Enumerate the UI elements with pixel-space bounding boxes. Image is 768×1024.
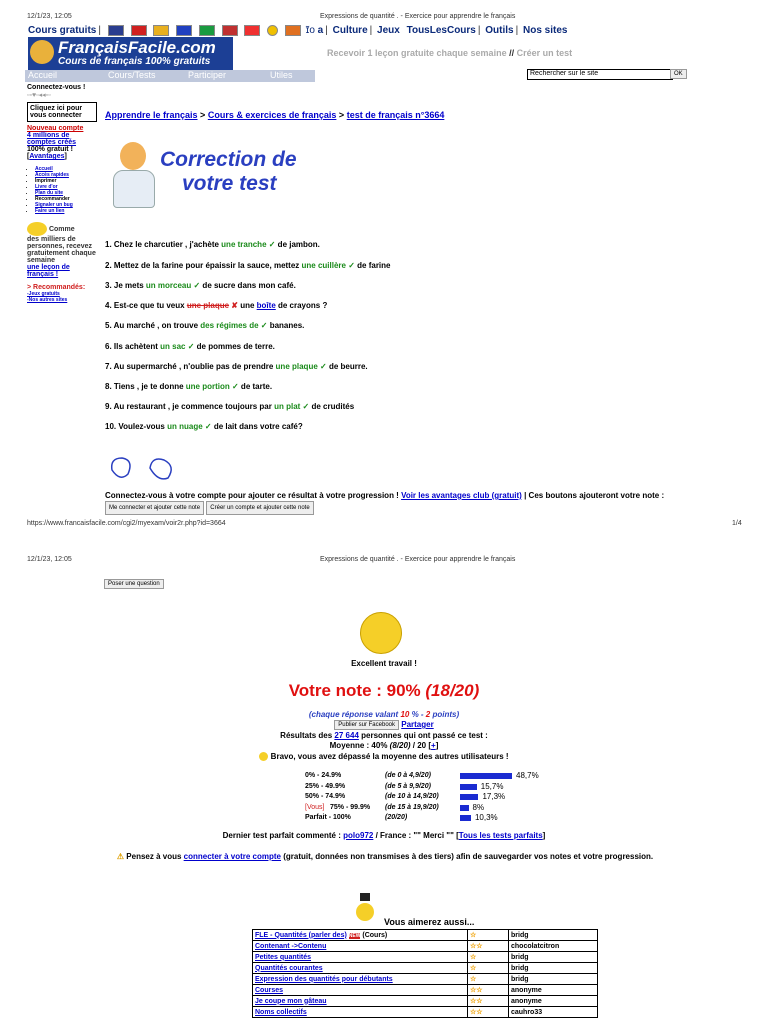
aimerez-heading: Vous aimerez aussi... [384,917,475,927]
flag-nl-icon[interactable] [222,25,238,36]
footer-page: 1/4 [732,520,742,527]
share-row [0,720,768,730]
stat-label: 48,7% [516,771,539,780]
flag-cat-icon[interactable] [285,25,301,36]
creer-test-link[interactable]: Créer un test [516,48,573,58]
search-ok-button[interactable]: OK [670,69,687,79]
stat-range: (20/20) [385,814,408,821]
flag-fr-icon[interactable] [176,25,192,36]
connect-button[interactable]: Cliquez ici pour vous connecter [27,102,97,122]
side-link-plan[interactable]: Plan du site [35,190,64,196]
stat-range: (de 0 à 4,9/20) [385,772,431,779]
warning-icon: ⚠ [116,852,125,861]
stat-category: 75% - 99.9% [330,803,371,811]
question-6: 6. Ils achètent un sac ✓ de pommes de terre. [105,342,275,351]
flag-es-icon[interactable] [153,25,169,36]
suggestion-row: Petites quantités ☆ bridg [253,952,598,963]
menu-cours[interactable]: Cours/Tests [108,70,156,80]
suggestion-link[interactable]: Petites quantités [255,953,312,961]
tous-parfaits-link[interactable]: Tous les tests parfaits [458,831,543,840]
breadcrumb-test[interactable]: test de français n°3664 [346,110,445,120]
nouveau-compte-link[interactable]: Nouveau compte [27,125,84,132]
breadcrumb-cours[interactable]: Cours & exercices de français [207,110,337,120]
nav-tous[interactable]: TousLesCours [406,25,476,37]
flag-uk-icon[interactable] [108,25,124,36]
suggestion-link[interactable]: Courses [255,986,284,994]
breadcrumb: Apprendre le français > Cours & exercices de français > test de français n°3664 [105,110,445,120]
avantages-club-link[interactable]: Voir les avantages club (gratuit) [401,491,522,500]
connecter-compte-link[interactable]: connecter à votre compte [183,852,282,861]
user-link[interactable]: polo972 [343,831,374,840]
flag-it-icon[interactable] [199,25,215,36]
bravo-line: Bravo, vous avez dépassé la moyenne des autres utilisateurs ! [0,752,768,761]
nav-jeux[interactable]: Jeux [377,25,400,37]
connect-add-note-button[interactable]: Me connecter et ajouter cette note [105,501,204,515]
partager-link[interactable]: Partager [401,720,434,730]
suggestion-row: Noms collectifs ☆☆ cauhro33 [253,1007,598,1018]
flag-de-icon[interactable] [131,25,147,36]
recevoir-link[interactable]: Recevoir 1 leçon gratuite chaque semaine [327,48,507,58]
hat-smiley-icon [356,893,378,923]
suggestion-link[interactable]: Quantités courantes [255,964,323,972]
question-7: 7. Au supermarché , n'oublie pas de prendre une plaque ✓ de beurre. [105,362,368,371]
stat-label: 17,3% [482,792,506,801]
menu-accueil[interactable]: Accueil [28,70,58,80]
nav-culture[interactable]: Culture [332,25,368,37]
suggestion-row: Courses ☆☆ anonyme [253,985,598,996]
stat-label: 8% [472,802,485,812]
excellent-text: Excellent travail ! [351,659,417,668]
score-heading: Votre note : 90% (18/20) [288,681,480,700]
average-line: Moyenne : 40% (8/20) / 20 [+] [329,741,439,750]
avantages-link[interactable]: Avantages [29,153,65,160]
side-link-accueil[interactable]: Accueil [35,166,53,172]
results-count: Résultats des 27 644 personnes qui ont passé ce test : [280,731,488,740]
nav-outils[interactable]: Outils [485,25,514,37]
poser-question-button[interactable]: Poser une question [104,579,164,589]
stat-bar [460,815,471,821]
suggestion-row: Je coupe mon gâteau ☆☆ anonyme [253,996,598,1007]
suggestion-link[interactable]: Noms collectifs [255,1008,307,1016]
print-title: Expressions de quantité . - Exercice pour apprendre le français [320,13,516,20]
stat-label: 15,7% [480,781,504,791]
smiley-small-icon [259,752,268,761]
pensez-message: ⚠ Pensez à vous connecter à votre compte (gratuit, données non transmises à des tiers) afin de sauvegarder vos notes et votre progression. [116,852,654,861]
sidebar: Connectez-vous ! ▫▫♥▫◂◂▫▫ Cliquez ici pour vous connecter Nouveau compte 4 millions de comptes créés 100% gratuit ! [Avantages] • Accueil • Accès rapides • Imprimer • Livre d'or • Plan du site • Recommander • Signaler un bug • Faire un lien Comme des milliers de personnes, recevez gratuitement chaque semaine une leçon de français ! > Recommandés: -Jeux gratuits -Nos autres sites [27,84,97,303]
side-link-acces[interactable]: Accès rapides [35,172,69,178]
suggestion-row: Expression des quantités pour débutants ☆ bridg [253,974,598,985]
new-badge-icon: NEW [348,932,361,939]
create-account-button[interactable]: Créer un compte et ajouter cette note [206,501,313,515]
lecon-link[interactable]: une leçon de français ! [27,264,70,278]
top-nav: Cours gratuits | ɪ̃o a | Culture | Jeux TousLesCours | Outils | Nos sites [28,25,568,37]
suggestion-link[interactable]: Je coupe mon gâteau [255,997,327,1005]
logo-title: FrançaisFacile.com [58,38,216,57]
suggestion-row: Quantités courantes ☆ bridg [253,963,598,974]
nav-nos-sites[interactable]: Nos sites [523,25,568,37]
ipa-icon[interactable]: ɪ̃o [305,25,315,37]
logo-subtitle: Cours de français 100% gratuits [58,56,211,67]
side-link-bug[interactable]: Signaler un bug [35,202,73,208]
menu-participer[interactable]: Participer [188,70,227,80]
stat-range: (de 15 à 19,9/20) [385,803,439,811]
doctor-icon [108,140,158,208]
thinking-smiley-icon [360,612,402,654]
question-1: 1. Chez le charcutier , j'achète une tranche ✓ de jambon. [105,240,320,249]
main-menu [25,70,315,82]
globe-icon [30,40,54,64]
suggestions-table [252,929,598,1018]
side-link-imprimer[interactable]: • Imprimer [35,178,97,184]
suggestion-link[interactable]: Contenant ->Contenu [255,942,327,950]
stat-category: 0% - 24.9% [305,772,342,779]
stat-bar [460,784,477,790]
nav-letter-a[interactable]: a [317,25,324,37]
site-logo[interactable] [28,37,233,70]
question-3: 3. Je mets un morceau ✓ de sucre dans mon café. [105,281,296,290]
side-link-lien[interactable]: Faire un lien [35,208,65,214]
flag-other-icon[interactable] [267,25,278,36]
suggestion-link[interactable]: Expression des quantités pour débutants [255,975,393,983]
suggestion-link[interactable]: FLE - Quantités (parler des) [255,931,347,939]
suggestion-row: FLE - Quantités (parler des) NEW (Cours) ☆ bridg [253,930,598,941]
breadcrumb-apprendre[interactable]: Apprendre le français [105,110,198,120]
print-title-2: Expressions de quantité . - Exercice pour apprendre le français [320,556,516,563]
side-link-recommander[interactable]: • Recommander [35,196,97,202]
points-info: (chaque réponse valant 10 % - 2 points) [308,710,460,719]
stat-category: 50% - 74.9% [305,793,346,800]
nav-cours-gratuits[interactable]: Cours gratuits [28,25,97,37]
stat-label: 10,3% [474,813,498,822]
gratuit-text: 100% gratuit ! [27,146,73,153]
stat-range: (de 10 à 14,9/20) [385,793,439,800]
question-5: 5. Au marché , on trouve des régimes de ✓ bananes. [105,321,305,330]
clapping-hands-icon [106,452,182,484]
autres-sites-link[interactable]: -Nos autres sites [27,297,68,303]
menu-utiles[interactable]: Utiles [270,70,293,80]
millions-link[interactable]: 4 millions de comptes créés [27,132,77,146]
comme-text: des milliers de personnes, recevez gratuitement chaque semaine [27,236,96,264]
search-input[interactable]: Rechercher sur le site [527,69,673,80]
stat-bar [460,794,478,800]
question-9: 9. Au restaurant , je commence toujours par un plat ✓ de crudités [105,402,355,411]
question-8: 8. Tiens , je te donne une portion ✓ de tarte. [105,382,273,391]
jeux-gratuits-link[interactable]: -Jeux gratuits [27,291,60,297]
question-2: 2. Mettez de la farine pour épaissir la sauce, mettez une cuillère ✓ de farine [105,261,391,270]
footer-url: https://www.francaisfacile.com/cgi2/myexam/voir2r.php?id=3664 [27,520,226,527]
flag-pt-icon[interactable] [244,25,260,36]
plus-link[interactable]: + [431,741,436,750]
question-4: 4. Est-ce que tu veux une plaque ✘ une boîte de crayons ? [105,301,328,310]
suggestion-row: Contenant ->Contenu ☆☆ chocolatcitron [253,941,598,952]
dernier-test-line: Dernier test parfait commenté : polo972 / France : "" Merci "" [Tous les tests parfaits] [222,831,546,840]
social-icons[interactable]: ▫▫♥▫◂◂▫▫ [27,92,51,99]
promo-bar: Recevoir 1 leçon gratuite chaque semaine // Créer un test [327,48,573,58]
side-link-livre[interactable]: Livre d'or [35,184,58,190]
print-datetime-2: 12/1/23, 12:05 [27,556,72,563]
stat-category: Parfait - 100% [305,814,351,821]
stat-bar [460,805,469,811]
print-datetime: 12/1/23, 12:05 [27,13,72,20]
question-10: 10. Voulez-vous un nuage ✓ de lait dans votre café? [105,422,303,431]
vous-marker: [Vous] [305,803,325,811]
smiley-icon [27,222,47,236]
connect-message: Connectez-vous à votre compte pour ajouter ce résultat à votre progression ! Voir les avantages club (gratuit) | Ces boutons ajouteront votre note : Me connecter et ajouter cette note Créer un compte et ajouter cette note [105,491,705,515]
correction-title: Correction de votre test [160,148,297,195]
connect-heading: Connectez-vous ! [27,84,86,91]
stat-category: 25% - 49.9% [305,782,346,790]
stat-bar [460,773,512,779]
stat-range: (de 5 à 9,9/20) [385,782,431,790]
recommandes-heading: > Recommandés: [27,284,86,291]
facebook-button[interactable]: Publier sur Facebook [334,720,399,730]
